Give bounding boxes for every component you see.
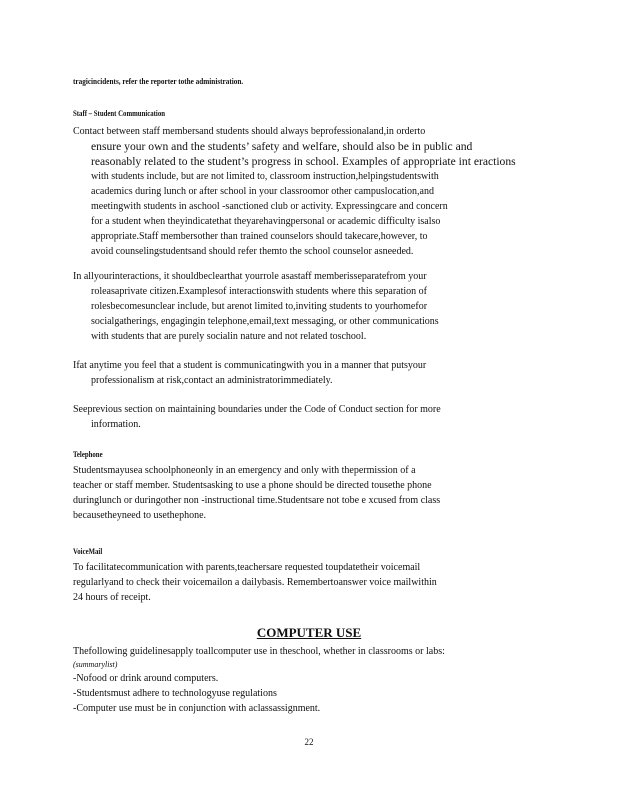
list-item: -Nofood or drink around computers.: [73, 673, 219, 684]
paragraph-line: ensure your own and the students’ safety and welfare, should also be in public and: [91, 140, 473, 153]
paragraph-line: with students include, but are not limited to, classroom instruction,helpingstudentswith: [91, 171, 439, 182]
paragraph-line: regularlyand to check their voicemailon a dailybasis. Remembertoanswer voice mailwithin: [73, 577, 437, 588]
paragraph-line: academics during lunch or after school in your classroomor other campuslocation,and: [91, 186, 434, 197]
section-heading-telephone: Telephone: [73, 449, 103, 459]
paragraph-line: 24 hours of receipt.: [73, 592, 151, 603]
paragraph-line: meetingwith students in aschool -sanctioned club or activity. Expressingcare and concern: [91, 201, 448, 212]
paragraph-line: information.: [91, 419, 141, 430]
paragraph-line: rolesbecomesunclear include, but arenot limited to,inviting students to yourhomefor: [91, 301, 428, 312]
paragraph-line: Thefollowing guidelinesapply toallcomputer use in theschool, whether in classrooms or labs:: [73, 646, 445, 657]
computer-use-title: COMPUTER USE: [256, 625, 362, 640]
paragraph-line: Contact between staff membersand students should always beprofessionaland,in orderto: [73, 126, 426, 137]
summary-note: (summarylist): [73, 660, 118, 669]
see-previous-paragraph: [73, 402, 531, 432]
paragraph-line: Seeprevious section on maintaining boundaries under the Code of Conduct section for more: [73, 404, 441, 415]
paragraph-line: roleasaprivate citizen.Examplesof interactionswith students where this separation of: [91, 286, 428, 297]
paragraph-line: reasonably related to the student’s progress in school. Examples of appropriate int eractions: [91, 155, 516, 168]
list-item: -Computer use must be in conjunction with aclassassignment.: [73, 703, 321, 714]
paragraph-line: avoid counselingstudentsand should refer themto the school counselor asneeded.: [91, 246, 414, 257]
section-heading-voicemail: VoiceMail: [73, 546, 103, 556]
paragraph-line: In allyourinteractions, it shouldbeclearthat yourrole asastaff memberisseparatefrom your: [73, 271, 427, 282]
staff-student-section: [73, 106, 531, 259]
section-heading-staff-student: Staff – Student Communication: [73, 108, 165, 118]
paragraph-line: Studentsmayusea schoolphoneonly in an emergency and only with thepermission of a: [73, 465, 416, 476]
list-item: -Studentsmust adhere to technologyuse regulations: [73, 688, 277, 699]
paragraph-line: duringlunch or duringother non -instructional time.Studentsare not tobe e xcused from class: [73, 495, 441, 506]
voicemail-section: [73, 544, 531, 605]
paragraph-line: professionalism at risk,contact an administratorimmediately.: [91, 375, 333, 386]
telephone-section: [73, 447, 531, 523]
page-number: 22: [304, 737, 314, 747]
paragraph-line: Ifat anytime you feel that a student is communicatingwith you in a manner that putsyour: [73, 360, 427, 371]
interactions-paragraph: [73, 269, 531, 344]
paragraph-line: teacher or staff member. Studentsasking to use a phone should be directed tousethe phone: [73, 480, 432, 491]
computer-use-section: [73, 644, 531, 716]
top-line: tragicincidents, refer the reporter tothe administration.: [73, 76, 244, 86]
paragraph-line: for a student when theyindicatethat theyarehavingpersonal or academic difficulty isalso: [91, 216, 441, 227]
paragraph-line: To facilitatecommunication with parents,teachersare requested toupdatetheir voicemail: [73, 562, 421, 573]
anytime-paragraph: [73, 358, 531, 388]
paragraph-line: becausetheyneed to usethephone.: [73, 510, 207, 521]
top-fragment: [73, 74, 531, 89]
paragraph-line: appropriate.Staff membersother than trained counselors should takecare,however, to: [91, 231, 428, 242]
paragraph-line: socialgatherings, engagingin telephone,email,text messaging, or other communications: [91, 316, 439, 327]
paragraph-line: with students that are purely socialin nature and not related toschool.: [91, 331, 367, 342]
